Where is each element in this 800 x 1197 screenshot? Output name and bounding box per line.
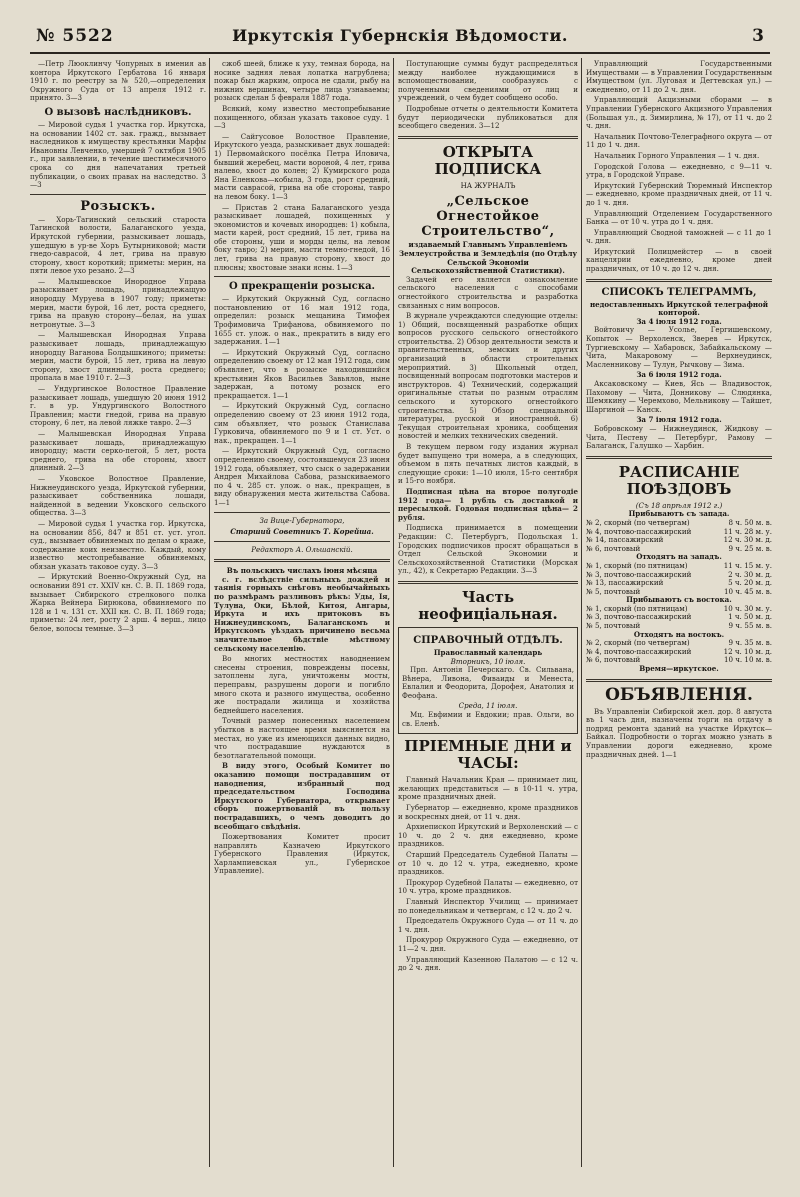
divider <box>586 679 772 682</box>
train-name: № 5, почтовый <box>586 586 641 596</box>
article-text: Подписка принимается в помещении Редакции: С. Петербургъ, Подольская 1. Городских подписчиков просят обращаться в Отдел Сельской Экономии и Сельскохозяйственной Статистики (Морская ул., 42), к Секретарю Редакции. 3—3 <box>398 523 578 576</box>
reception-item: Управляющий Казенною Палатою — с 12 ч. до 2 ч. дня. <box>398 954 578 973</box>
reception-item: Управляющий Отделением Государственного Банка — от 10 ч. утра до 1 ч. дня. <box>586 208 772 227</box>
article-text: В журнале учреждаются следующие отделы: 1) Общий, посвященный разработке общих вопросов русского сельского огнестойкого строительства. 2) Обзор деятельности земств и правительственных, земских и других организаций в области строительных мероприятий. 3) Школьный отдел, посвященный вопросам подготовки мастеров и инструкторов. 4) Технический, содержащий оригинальные статьи по разным отраслям сельского и хуторского огнестойкого строительства. 5) Обзор специальной литературы, русской и иностранной. 6) Текущая строительная хроника, сообщения новостей и мелких технических сведений. <box>398 311 578 441</box>
reception-item: Прокурор Окружного Суда — ежедневно, от 11—2 ч. дня. <box>398 935 578 953</box>
subscription-heading: ОТКРЫТА ПОДПИСКА <box>434 142 542 178</box>
section-heading: О вызовѣ наслѣдниковъ. <box>44 106 192 118</box>
reception-item: Старший Председатель Судебной Палаты — от 10 ч. до 12 ч. утра, ежедневно, кроме праздников. <box>398 850 578 877</box>
divider <box>586 279 772 282</box>
divider <box>398 581 578 584</box>
reception-item: Архиепископ Иркутский и Верхоленский — с 10 ч. до 2 ч. дня ежедневно, кроме праздников. <box>398 822 578 849</box>
reception-item: Председатель Окружного Суда — от 11 ч. до 1 ч. дня. <box>398 916 578 934</box>
header-rule <box>30 52 770 54</box>
article-text: Подробные отчеты о деятельности Комитета будут периодически публиковаться для всеобщего сведения. 3—12 <box>398 103 578 131</box>
issue-number: № 5522 <box>36 26 114 46</box>
editor-line: Редакторъ А. Ольшанскій. <box>251 544 353 554</box>
reception-item: Главный Инспектор Училищ — принимает по понедельникам и четвергам, с 12 ч. до 2 ч. <box>398 896 578 915</box>
section-heading: О прекращеніи розыска. <box>228 281 376 293</box>
timetable-section: Прибываютъ съ запада. <box>628 509 730 519</box>
article-text: — Иркутский Окружный Суд, согласно определению своему, состоявшемуся 23 июня 1912 года, объявляет, что сыск о задержании Андрея Михайлова Сабова, разыскиваемого по 4 ч. 285 ст. улож. о нак., прекращен, в виду обнаружения места жительства Сабова. 1—1 <box>214 446 390 507</box>
notice-title: Въ польскихъ числахъ іюня мѣсяца <box>226 566 378 576</box>
reception-item: Губернатор — ежедневно, кроме праздников и воскресных дней, от 11 ч. дня. <box>398 803 578 821</box>
article-text: — Мировой судья 1 участка гор. Иркутска, на основании 856, 847 и 851 ст. уст. угол. суд., вызывает обвиняемых по делам о краже, содержание коих неизвестно. Каждый, кому известно местопребывание обвиняемых, обязан указать таковое суду. 3—3 <box>30 518 206 571</box>
section-heading: Часть неофиціальная. <box>418 587 558 623</box>
divider <box>398 136 578 139</box>
column-4 <box>586 60 772 1167</box>
timetable-section: Прибываютъ съ востока. <box>626 595 732 605</box>
train-time: 11 ч. 15 м. у. <box>723 560 772 570</box>
notice-text: с. г. вслѣдствіе сильныхъ дождей и таянія горныхъ снѣговъ необычайныхъ по размѣрамъ разливовъ рѣкъ: Уды, Ія, Тулуна, Оки, Бѣлой, Китоя, Ангары, Иркута и ихъ притоковъ въ Нижнеудинскомъ, Балаганскомъ и Иркутскомъ уѣздахъ причинено весьма значительное бѣдствіе мѣстному сельскому населенію. <box>214 574 390 653</box>
telegram-list: Войтовичу — Усолье, Гергишевскому, Копыток — Верхоленск, Зверев — Иркутск, Тургиевскому — Хабаровск, Забайкальскому — Чита, Макаровому — Верхнеудинск, Масленникову — Тулун, Рычкову — Зима. <box>586 325 772 369</box>
article-text: — Иркутский Военно-Окружный Суд, на основании 891 ст. XXIV кн. С. В. П. 1869 года, вызывает Сибирского стрелкового полка Жарка Вейнера Бирюкова, обвиняемого по 128 и 1 ч. 131 ст. XXII кн. С. В. П. 1869 года; приметы: 24 лет, росту 2 арш. 4 верш., лицо белое, волосы темные. 3—3 <box>30 572 206 634</box>
train-time: 10 ч. 10 м. в. <box>723 655 772 665</box>
train-time: 12 ч. 10 м. д. <box>723 646 772 656</box>
column-3 <box>398 60 578 1167</box>
article-text: — Иркутский Окружный Суд, согласно определению своему от 12 мая 1912 года, сим объявляет, что в розыске находившийся крестьянин Яков Васильев Завьялов, ныне задержан, а потому розыск его прекращается. 1—1 <box>214 347 390 400</box>
article-text: — Сайгусовое Волостное Правление, Иркутского уезда, разыскивает двух лошадей: 1) Первомайского посёлка Петра Иловича, бывший жеребец, масти вороной, 4 лет, грива налево, хвост до колен; 2) Кумирского рода Яна Еленкова—кобыла, 3 года, рост средний, масти саврасой, грива на обе стороны, тавро на левом боку. 1—3 <box>214 131 390 201</box>
article-text: — Ундургинское Волостное Правление разыскивает лошадь, ушедшую 20 июня 1912 г. в ур. Ундургинского Волостного Правления; масти гнедой, грива на правую сторону, 6 лет, на левой ляжке тавро. 2—3 <box>30 384 206 428</box>
timetable-section: Отходятъ на востокъ. <box>633 629 725 639</box>
train-time: 9 ч. 25 м. в. <box>728 543 772 553</box>
journal-title: „Сельское Огнестойкое Строительство“, <box>421 194 555 240</box>
article-text: — Уковское Волостное Правление, Нижнеудинского уезда, Иркутской губернии, разыскивает собственника лошади, найденной в ведении Уковского сельского общества. 3—3 <box>30 473 206 518</box>
divider <box>214 559 390 562</box>
calendar-date: Среда, 11 іюля. <box>458 701 518 711</box>
article-text: В текущем первом году издания журнал будет выпущено три номера, а в следующих, объемом в пять печатных листов каждый, в следующие сроки: 1—10 июля, 15-го сентября и 15-го ноября. <box>398 442 578 486</box>
train-list <box>586 639 772 665</box>
train-name: № 5, почтовый <box>586 621 641 631</box>
reception-item: Управляющий Сводной таможней — с 11 до 1 ч. дня. <box>586 227 772 246</box>
train-time: 9 ч. 35 м. в. <box>728 638 772 648</box>
train-time: 10 ч. 30 м. у. <box>723 603 772 613</box>
train-time: 11 ч. 28 м. у. <box>723 526 772 536</box>
reception-item: Начальник Горного Управления — 1 ч. дня. <box>594 150 760 160</box>
article-text: Точный размер понесенных населением убытков в настоящее время выясняется на местах, но уже из имеющихся данных видно, что пострадавшие нуждаются в безотлагательной помощи. <box>214 716 390 760</box>
article-text: Во многих местностях наводнением снесены строения, повреждены посевы, затоплены луга, уничтожены мосты, переправы, разрушены дороги и погибло много скота и разного имущества, особенно же пострадали жилища и хозяйства беднейшего населения. <box>214 654 390 715</box>
article-text: — Малышевское Инородное Управа разыскивает лошадь, принадлежащую инородцу Муруева в 1907 году; приметы: мерин, масти бурой, 16 лет, роста среднего, грива на правую сторону—белая, на ушах нетронутые. 3—3 <box>30 276 206 329</box>
section-heading: СПРАВОЧНЫЙ ОТДѢЛЪ. <box>413 634 563 646</box>
train-name: № 3, почтово-пассажирский <box>586 612 692 622</box>
article-text: Задачей его является ознакомление сельского населения с способами огнестойкого строительства и разработка связанных с ним вопросов. <box>398 274 578 310</box>
divider <box>214 541 390 542</box>
train-list <box>586 605 772 631</box>
subscription-sub: НА ЖУРНАЛЪ <box>460 180 516 190</box>
section-subheading: недоставленныхъ Иркутской телеграфной конторой. <box>589 299 769 318</box>
reception-item: Управляющий Государственными Имуществами — в Управлении Государственным Имуществом (ул. Луговая и Дегтевская ул.) — ежедневно, от 11 до 2 ч. дня. <box>586 60 772 94</box>
train-name: № 4, почтово-пассажирский <box>586 646 692 656</box>
divider <box>214 276 390 277</box>
article-text: — Иркутский Окружный Суд, согласно постановлению от 16 мая 1912 года, определил: розыск мещанина Тимофея Трофимовича Трифанова, обвиняемого по 1655 ст. улож. о нак., прекратить в виду его задержания. 1—1 <box>214 294 390 347</box>
section-heading: СПИСОКЪ ТЕЛЕГРАММЪ, <box>601 286 757 298</box>
page-header <box>36 26 764 48</box>
train-name: № 4, почтово-пассажирский <box>586 526 692 536</box>
column-divider <box>393 58 394 1167</box>
committee-text: В виду этого, Особый Комитет по оказанию помощи пострадавшим от наводнения, избранный под председательством Господина Иркутского Губернатора, открывает сборъ пожертвованій въ пользу пострадавшихъ, о чемъ доводитъ до всеобщаго свѣдѣнія. <box>214 761 390 831</box>
page-number: 3 <box>752 26 764 46</box>
train-name: № 13, пассажирский <box>586 578 664 588</box>
telegram-date: За 6 іюля 1912 года. <box>636 370 722 380</box>
article-text: Поступающие суммы будут распределяться между наиболее нуждающимися в вспомоществовании, сообразуясь с полученными сведениями от лиц и учреждений, о чем будет сообщено особо. <box>398 60 578 103</box>
signature-line: За Вице-Губернатора, <box>259 515 345 525</box>
column-2 <box>214 60 390 1167</box>
article-text: — Хорь-Тагинский сельский староста Тагинской волости, Балаганского уезда, Иркутской губернии, разыскивает лошадь, ушедшую в ур-ве Хоръ Бутырниковой; масти гнедо-саврасой, 4 лет, грива на правую сторону, хвост короткий; приметы: мерин, на пяти левое ухо резано. 2—3 <box>30 214 206 276</box>
article-text: —Петр Люоклинчу Чопурных в имения ав контора Иркутского Гербатова 16 января 1910 г. по реестру за № 520,—определения Окружного Суда от 13 апреля 1912 г. принято. 3—3 <box>30 60 206 103</box>
divider <box>214 512 390 513</box>
reception-item: Главный Начальник Края — принимает лиц, желающих представиться — в 10-11 ч. утра, кроме праздничных дней. <box>398 775 578 802</box>
train-name: № 6, почтовый <box>586 543 641 553</box>
column-1 <box>30 60 206 1167</box>
article-text: — Иркутский Окружный Суд, согласно определению своему от 23 июня 1912 года, сим объявляет, что розыск Станислава Гурковича, обвиняемого по 9 и 1 ст. Уст. о нак., прекращен. 1—1 <box>214 401 390 445</box>
telegram-date: За 4 іюля 1912 года. <box>636 316 722 326</box>
price-text: Подписная цѣна на второе полугодіе 1912 года— 1 рубль съ доставкой и пересылкой. Годовая подписная цѣна— 2 рубля. <box>398 486 578 522</box>
article-text: — Малышевская Инородная Управа разыскивает лошадь, принадлежащую инородцу; масти серко-пегой, 5 лет, роста среднего, грива на обе стороны, хвост длинный. 2—3 <box>30 428 206 473</box>
train-name: № 6, почтовый <box>586 655 641 665</box>
train-list <box>586 562 772 596</box>
telegram-list: Бобровскому — Нижнеудинск, Жидкову — Чита, Пестеву — Петербург, Рамову — Балаганск, Галушко — Харбин. <box>586 423 772 451</box>
article-text: сжоб шеей, ближе к уху, темная борода, на носике задняя левая лопатка нагрублена; пожар был жарким, опроса не сдали, рыбу на нижних вершинах, четыре лица узнаваемы; розыск сделан 5 февраля 1887 года. <box>214 60 390 103</box>
article-text: Всякий, кому известно местопребывание похищенного, обязан указать таковое суду. 1—3 <box>214 103 390 131</box>
reception-item: Иркутский Полицмейстер — в своей канцелярии ежедневно, кроме дней праздничных, от 10 ч. до 12 ч. дня. <box>586 246 772 274</box>
train-time: 12 ч. 30 м. д. <box>723 535 772 545</box>
train-time: 2 ч. 30 м. д. <box>728 569 772 579</box>
reception-item: Иркутский Губернский Тюремный Инспектор — ежедневно, кроме праздничных дней, от 11 ч. до 1 ч. дня. <box>586 180 772 207</box>
reception-item: Прокурор Судебной Палаты — ежедневно, от 10 ч. утра, кроме праздников. <box>398 877 578 896</box>
ads-heading: ОБЪЯВЛЕНІЯ. <box>605 684 753 705</box>
journal-publisher: издаваемый Главнымъ Управленіемъ Землеустройства и Земледѣлія (по Отдѣлу Сельской Экономіи Сельскохозяйственной Статистики). <box>399 240 577 276</box>
article-text: Пожертвования Комитет просит направлять Казначею Иркутского Губернского Правления (Иркутск, Харлампиевская ул., Губернское Управление). <box>214 832 390 876</box>
newspaper-title: Иркутскія Губернскія Вѣдомости. <box>232 26 568 45</box>
column-divider <box>581 58 582 1167</box>
reception-item: Городской Голова — ежедневно, с 9—11 ч. утра, в Городской Управе. <box>586 161 772 180</box>
telegram-date: За 7 іюля 1912 года. <box>636 415 722 425</box>
train-name: № 3, почтово-пассажирский <box>586 569 692 579</box>
timetable-note: Время—иркутское. <box>639 664 719 674</box>
column-divider <box>209 58 210 1167</box>
train-name: № 2, скорый (по четвергам) <box>586 638 690 648</box>
train-name: № 14, пассажирский <box>586 535 664 545</box>
train-time: 10 ч. 45 м. в. <box>723 586 772 596</box>
article-text: — Малышевская Инородная Управа разыскивает лошадь, принадлежащую инородцу Ваганова Болдышкиного; приметы: мерин, масти бурой, 15 лет, грива на левую сторону, хвост длинный, роста среднего; пропала в мае 1910 г. 2—3 <box>30 330 206 383</box>
article-text: — Пристав 2 стана Балаганского уезда разыскивает лошадей, похищенных у экономистов и кочевых инородцев: 1) кобыла, масти карей, рост средний, 15 лет, грива на обе стороны, уши и морды целы, на левом боку тавро; 2) мерин, масти темно-гнедой, 16 лет, грива на правую сторону, хвост до плюсны; хвостовые знаки ясны. 1—3 <box>214 202 390 272</box>
signature-line: Старший Советникъ Т. Корейша. <box>230 527 374 537</box>
train-time: 8 ч. 50 м. в. <box>728 517 772 527</box>
divider <box>30 194 206 195</box>
calendar-date: Вторникъ, 10 іюля. <box>450 656 526 666</box>
reception-item: Управляющий Акцизными сборами — в Управлении Губернского Акцизного Управления (Большая ул., д. Зимирлина, № 17), от 11 ч. до 2 ч. дня. <box>586 95 772 131</box>
calendar-title: Православный календарь <box>433 647 543 657</box>
ad-text: Въ Управленіи Сибирской жел. дор. 8 августа въ 1 часъ дня, назначены торги на отдачу в подряд ремонта зданий на участке Иркутск—Байкал. Подробности о торгах можно узнать в Управлении дороги ежедневно, кроме праздничных дней. 1—1 <box>586 706 772 759</box>
timetable-sub: (Съ 18 апрѣля 1912 г.) <box>635 500 723 510</box>
train-time: 9 ч. 55 м. в. <box>728 621 772 631</box>
article-text: — Мировой судья 1 участка гор. Иркутска, на основании 1402 ст. зак. гражд., вызывает наследников к имуществу крестьянки Марфы Ивановны Левченко, умершей 7 октября 1905 г., при заявлении, в течение шестимесячного срока со дня напечатания третьей публикации, о своих правах на наследство. 3—3 <box>30 119 206 190</box>
train-list <box>586 519 772 553</box>
train-time: 1 ч. 50 м. д. <box>728 612 772 622</box>
timetable-section: Отходятъ на западъ. <box>636 552 722 562</box>
train-name: № 1, скорый (по пятницам) <box>586 560 688 570</box>
train-name: № 2, скорый (по четвергам) <box>586 517 690 527</box>
calendar-text: Мц. Евфимии и Евдокии; прав. Ольги, во св. Еленѣ. <box>402 710 574 728</box>
train-time: 5 ч. 20 м. д. <box>728 578 772 588</box>
section-heading: Розыскъ. <box>80 198 156 214</box>
telegram-list: Аксаковскому — Киев, Ясь — Владивосток, Пахомову — Чита, Донникову — Слюдянка, Шемякину — Черемхово, Мельникову — Тайшет, Шаргиной — Канск. <box>586 379 772 414</box>
divider <box>586 456 772 459</box>
reference-box <box>398 627 578 734</box>
calendar-text: Прп. Антонія Печерскаго. Св. Сильвана, Вѣнера, Ливона, Фиваиды и Менеста, Евлалия и Феодорита, Дорофея, Анатолия и Феофана. <box>402 665 574 700</box>
train-name: № 1, скорый (по пятницам) <box>586 603 688 613</box>
section-heading: ПРІЕМНЫЕ ДНИ и ЧАСЫ: <box>404 737 572 773</box>
timetable-heading: РАСПИСАНІЕ ПОѢЗДОВЪ <box>618 462 740 498</box>
reception-item: Начальник Почтово-Телеграфного округа — от 11 до 1 ч. дня. <box>586 131 772 150</box>
